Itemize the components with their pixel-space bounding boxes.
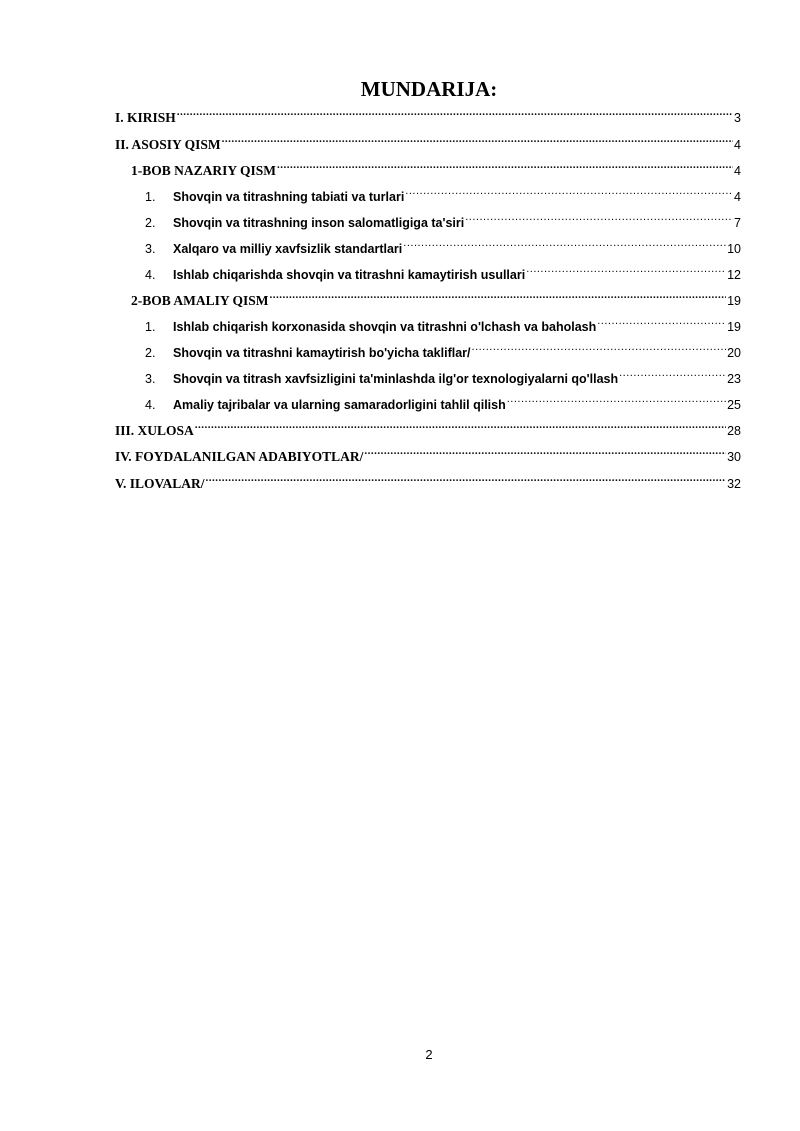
toc-entry-page: 30	[727, 450, 741, 464]
toc-entry-xulosa[interactable]	[115, 415, 741, 438]
toc-entry-page: 19	[727, 294, 741, 308]
dot-leader	[403, 233, 726, 253]
toc-entry-adabiyotlar[interactable]	[115, 441, 741, 464]
toc-entry-2-1[interactable]	[145, 311, 741, 334]
toc-entry-label: 1-BOB NAZARIY QISM	[131, 163, 277, 178]
toc-entry-label: Shovqin va titrashning inson salomatligiga ta'siri	[173, 216, 465, 230]
toc-entry-page: 4	[734, 190, 741, 204]
page-number: 2	[425, 1047, 433, 1062]
toc-entry-2-3[interactable]	[145, 363, 741, 386]
toc-entry-page: 7	[734, 216, 741, 230]
page-title: MUNDARIJA:	[360, 77, 498, 101]
toc-entry-label: II. ASOSIY QISM	[115, 137, 221, 152]
toc-entry-label: III. XULOSA	[115, 423, 194, 438]
toc-entry-number: 4.	[145, 398, 156, 412]
toc-entry-label: 2-BOB AMALIY QISM	[131, 293, 269, 308]
toc-entry-page: 28	[727, 424, 741, 438]
toc-entry-1-2[interactable]	[145, 207, 741, 230]
toc-entry-page: 23	[727, 372, 741, 386]
toc-entry-number: 3.	[145, 242, 156, 256]
toc-entry-label: Ishlab chiqarish korxonasida shovqin va titrashni o'lchash va baholash	[173, 320, 597, 334]
toc-entry-label: Shovqin va titrash xavfsizligini ta'minlashda ilg'or texnologiyalarni qo'llash	[173, 372, 619, 386]
toc-entry-label: I. KIRISH	[115, 110, 176, 125]
toc-entry-page: 10	[727, 242, 741, 256]
toc-entry-page: 19	[727, 320, 741, 334]
toc-entry-page: 20	[727, 346, 741, 360]
toc-entry-2-bob[interactable]	[131, 285, 741, 308]
dot-leader	[507, 389, 726, 409]
toc-entry-page: 4	[734, 138, 741, 152]
toc-entry-page: 12	[727, 268, 741, 282]
toc-entry-1-4[interactable]	[145, 259, 741, 282]
dot-leader	[405, 181, 733, 201]
toc-entry-page: 3	[734, 111, 741, 125]
toc-entry-label: Shovqin va titrashning tabiati va turlari	[173, 190, 405, 204]
toc-entry-page: 25	[727, 398, 741, 412]
toc-entry-number: 1.	[145, 190, 156, 204]
toc-entry-label: Ishlab chiqarishda shovqin va titrashni kamaytirish usullari	[173, 268, 526, 282]
toc-entry-1-1[interactable]	[145, 181, 741, 204]
toc-entry-label: Shovqin va titrashni kamaytirish bo'yicha takliflar/	[173, 346, 471, 360]
toc-entry-label: V. ILOVALAR/	[115, 476, 205, 491]
toc-entry-page: 32	[727, 477, 741, 491]
dot-leader	[465, 207, 733, 227]
toc-entry-label: IV. FOYDALANILGAN ADABIYOTLAR/	[115, 449, 364, 464]
toc-entry-number: 4.	[145, 268, 156, 282]
dot-leader	[222, 129, 733, 149]
toc-entry-asosiy-qism[interactable]	[115, 129, 741, 152]
toc-entry-kirish[interactable]	[115, 102, 741, 125]
toc-entry-2-4[interactable]	[145, 389, 741, 412]
toc-entry-1-bob[interactable]	[131, 155, 741, 178]
toc-entry-number: 2.	[145, 346, 156, 360]
toc-entry-number: 1.	[145, 320, 156, 334]
dot-leader	[619, 363, 726, 383]
toc-entry-ilovalar[interactable]	[115, 468, 741, 491]
toc-entry-page: 4	[734, 164, 741, 178]
dot-leader	[472, 337, 727, 357]
dot-leader	[195, 415, 726, 435]
dot-leader	[526, 259, 726, 279]
toc-entry-2-2[interactable]	[145, 337, 741, 360]
dot-leader	[277, 155, 733, 175]
toc-entry-1-3[interactable]	[145, 233, 741, 256]
dot-leader	[206, 468, 727, 488]
dot-leader	[364, 441, 726, 461]
toc-entry-label: Amaliy tajribalar va ularning samaradorligini tahlil qilish	[173, 398, 506, 412]
toc-entry-number: 2.	[145, 216, 156, 230]
toc-entry-number: 3.	[145, 372, 156, 386]
toc-entry-label: Xalqaro va milliy xavfsizlik standartlari	[173, 242, 403, 256]
dot-leader	[270, 285, 727, 305]
dot-leader	[597, 311, 726, 331]
dot-leader	[177, 102, 733, 122]
